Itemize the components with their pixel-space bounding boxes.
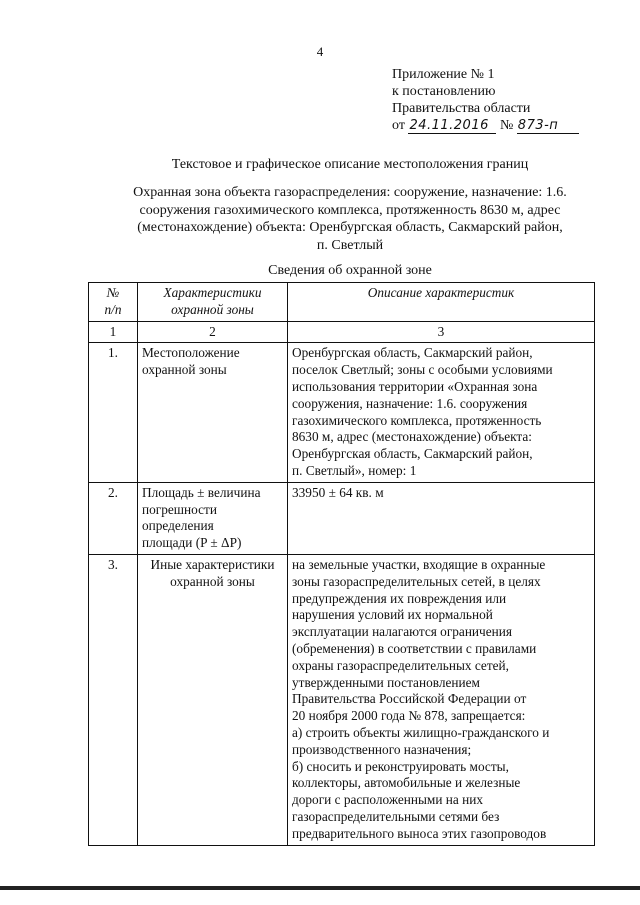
table-header-row (89, 283, 595, 322)
appendix-date-line (392, 117, 579, 134)
row-2-name-line: площади (P ± ΔP) (142, 535, 242, 551)
document-title: Текстовое и графическое описание местоположения границ (171, 157, 529, 172)
row-3-desc-line: Правительства Российской Федерации от (292, 691, 527, 707)
object-line-2: сооружения газохимического комплекса, протяженность 8630 м, адрес (139, 202, 561, 218)
row-3-name (138, 554, 288, 845)
row-3-desc-line: дороги с расположенными на них (292, 792, 483, 808)
row-3-desc-line: нарушения условий их нормальной (292, 607, 493, 623)
number-prefix: № (499, 118, 514, 133)
scan-edge-bar (0, 886, 640, 890)
row-1-number: 1. (89, 343, 138, 482)
row-2-name-line: Площадь ± величина (142, 484, 261, 500)
header-characteristics (138, 283, 288, 322)
table-index-row (89, 321, 595, 343)
handwritten-date: 24.11.2016 (408, 119, 496, 134)
table-title: Сведения об охранной зоне (268, 263, 432, 278)
zone-table (88, 282, 595, 846)
row-2-desc-line: 33950 ± 64 кв. м (292, 484, 384, 500)
row-3-desc-line: зоны газораспределительных сетей, в целях (292, 573, 541, 589)
row-3-name-line: охранной зоны (170, 573, 255, 589)
index-cell-2: 2 (138, 321, 288, 343)
header-characteristics-line-2: охранной зоны (171, 301, 254, 317)
row-3-desc-line: охраны газораспределительных сетей, (292, 657, 509, 673)
row-3-desc-line: б) сносить и реконструировать мосты, (292, 758, 509, 774)
header-number-line-1: № (106, 285, 120, 300)
row-2-description (288, 482, 595, 554)
row-3-desc-line: предварительного выноса этих газопроводов (292, 825, 547, 841)
row-3-desc-line: (обременения) в соответствии с правилами (292, 640, 537, 656)
row-1-desc-line: Оренбургская область, Сакмарский район, (292, 345, 533, 361)
page-number: 4 (316, 44, 324, 59)
appendix-line-2: к постановлению (392, 84, 496, 99)
object-line-4: п. Светлый (316, 237, 384, 253)
index-cell-3: 3 (288, 321, 595, 343)
handwritten-number: 873-п (517, 119, 579, 134)
row-1-desc-line: п. Светлый», номер: 1 (292, 462, 417, 478)
row-3-desc-line: на земельные участки, входящие в охранные (292, 556, 546, 572)
appendix-block (392, 66, 579, 134)
row-3-description (288, 554, 595, 845)
row-1-desc-line: сооружения, назначение: 1.6. сооружения (292, 395, 528, 411)
row-1-desc-line: Оренбургская область, Сакмарский район, (292, 446, 533, 462)
object-line-3: (местонахождение) объекта: Оренбургская область, Сакмарский район, (137, 220, 563, 235)
row-1-desc-line: 8630 м, адрес (местонахождение) объекта: (292, 429, 532, 445)
row-3-desc-line: эксплуатации налагаются ограничения (292, 624, 512, 640)
row-3-name-line: Иные характеристики (150, 556, 275, 572)
row-3-number: 3. (89, 554, 138, 845)
object-description (0, 184, 640, 254)
row-3-desc-line: 20 ноября 2000 года № 878, запрещается: (292, 708, 526, 724)
row-3-desc-line: а) строить объекты жилищно-гражданского и (292, 724, 550, 740)
table-row (89, 554, 595, 845)
row-3-desc-line: газораспределительными сетями без (292, 808, 500, 824)
index-cell-1: 1 (89, 321, 138, 343)
header-number (89, 283, 138, 322)
table-row (89, 343, 595, 482)
row-3-desc-line: предупреждения их повреждения или (292, 590, 507, 606)
row-1-name-line: Местоположение (142, 345, 240, 361)
header-number-line-2: п/п (104, 301, 122, 317)
row-1-name-line: охранной зоны (142, 362, 227, 378)
row-1-desc-line: поселок Светлый; зоны с особыми условиями (292, 362, 553, 378)
date-prefix: от (392, 118, 405, 133)
row-1-desc-line: газохимического комплекса, протяженность (292, 412, 542, 428)
object-line-1: Охранная зона объекта газораспределения: сооружение, назначение: 1.6. (133, 185, 567, 200)
appendix-line-3: Правительства области (392, 101, 531, 116)
row-1-description (288, 343, 595, 482)
row-2-name (138, 482, 288, 554)
appendix-line-1: Приложение № 1 (392, 67, 495, 82)
row-3-desc-line: утвержденными постановлением (292, 674, 480, 690)
header-characteristics-line-1: Характеристики (163, 285, 262, 300)
row-3-desc-line: коллекторы, автомобильные и железные (292, 775, 521, 791)
row-2-number: 2. (89, 482, 138, 554)
table-row (89, 482, 595, 554)
row-2-name-line: определения (142, 518, 214, 534)
header-description: Описание характеристик (288, 283, 595, 322)
row-1-name (138, 343, 288, 482)
row-1-desc-line: использования территории «Охранная зона (292, 378, 538, 394)
row-3-desc-line: производственного назначения; (292, 741, 472, 757)
row-2-name-line: погрешности (142, 501, 217, 517)
